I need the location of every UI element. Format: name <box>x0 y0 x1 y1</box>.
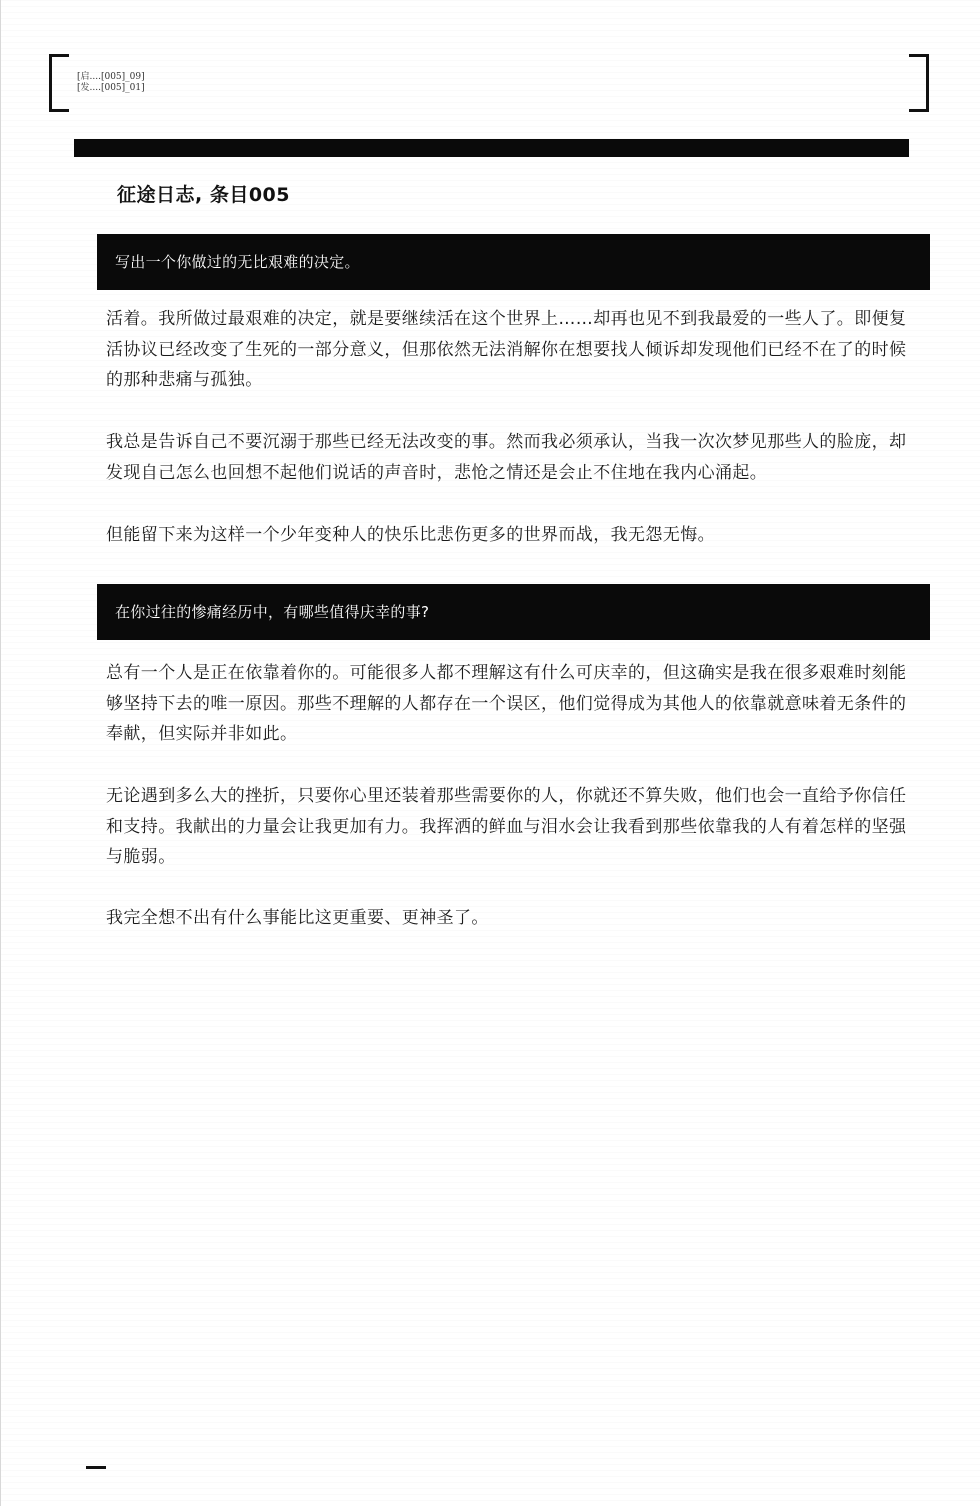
page-title: 征途日志, 条目005 <box>117 184 290 206</box>
corner-bracket-top-left <box>49 54 69 112</box>
question-banner-1: 写出一个你做过的无比艰难的决定。 <box>97 234 930 290</box>
answer-paragraph: 活着。我所做过最艰难的决定，就是要继续活在这个世界上……却再也见不到我最爱的一些人了。即便复活协议已经改变了生死的一部分意义，但那依然无法消解你在想要找人倾诉却发现他们已经不在了的时候的那种悲痛与孤独。 <box>106 309 907 391</box>
page-marker <box>86 1466 106 1469</box>
header-code-2: [发....[005]_01] <box>77 83 145 93</box>
corner-bracket-top-right <box>909 54 929 112</box>
answer-paragraph: 总有一个人是正在依靠着你的。可能很多人都不理解这有什么可庆幸的，但这确实是我在很多艰难时刻能够坚持下去的唯一原因。那些不理解的人都存在一个误区，他们觉得成为其他人的依靠就意味着无条件的奉献，但实际并非如此。 <box>106 663 907 745</box>
question-banner-2: 在你过往的惨痛经历中，有哪些值得庆幸的事? <box>97 584 930 640</box>
answer-paragraph: 我总是告诉自己不要沉溺于那些已经无法改变的事。然而我必须承认，当我一次次梦见那些人的脸庞，却发现自己怎么也回想不起他们说话的声音时，悲怆之情还是会止不住地在我内心涌起。 <box>106 432 907 483</box>
header-codes <box>77 72 145 94</box>
answer-paragraph: 但能留下来为这样一个少年变种人的快乐比悲伤更多的世界而战，我无怨无悔。 <box>106 525 715 545</box>
header-divider-bar <box>74 139 909 157</box>
answer-paragraph: 无论遇到多么大的挫折，只要你心里还装着那些需要你的人，你就还不算失败，他们也会一直给予你信任和支持。我献出的力量会让我更加有力。我挥洒的鲜血与泪水会让我看到那些依靠我的人有着怎样的坚强与脆弱。 <box>106 786 907 868</box>
answer-paragraph: 我完全想不出有什么事能比这更重要、更神圣了。 <box>106 908 489 928</box>
header-code-1: [启....[005]_09] <box>77 72 145 82</box>
